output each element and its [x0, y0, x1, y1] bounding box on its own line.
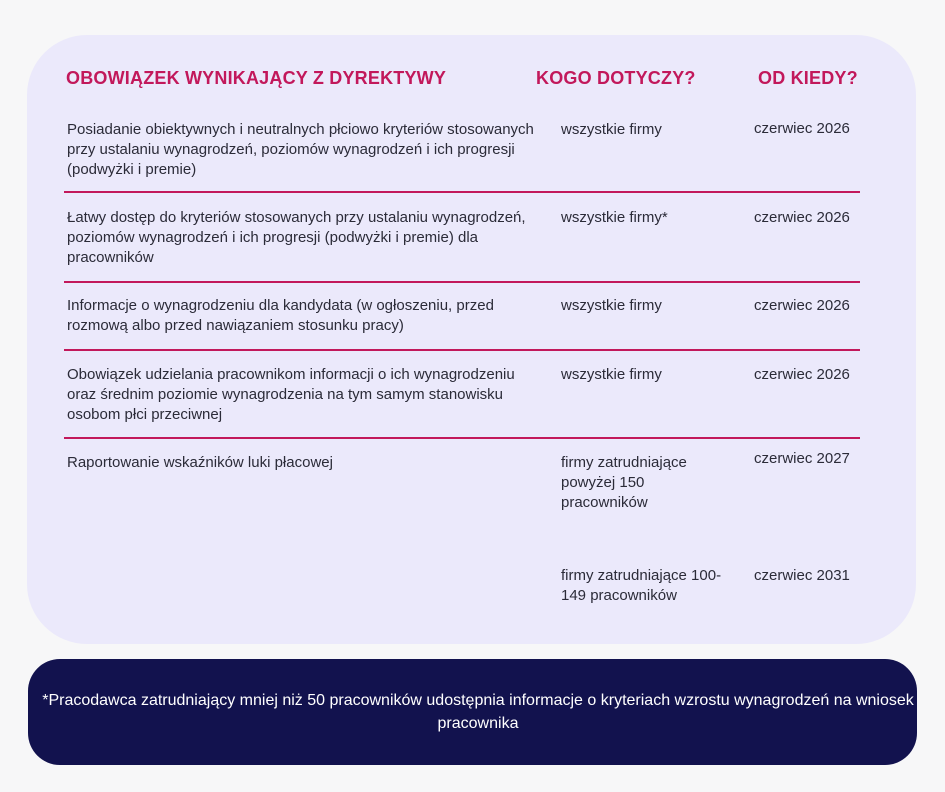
row-divider: [64, 349, 860, 351]
column-header-who: KOGO DOTYCZY?: [536, 68, 696, 88]
row-6-when: czerwiec 2031: [754, 567, 850, 584]
column-header-when: OD KIEDY?: [758, 68, 858, 88]
row-6-who: firmy zatrudniające 100-149 pracowników: [561, 567, 722, 604]
row-5-obligation: Raportowanie wskaźników luki płacowej: [67, 454, 333, 471]
row-1-who: wszystkie firmy: [561, 121, 662, 138]
row-1-when: czerwiec 2026: [754, 120, 850, 137]
row-5-when: czerwiec 2027: [754, 450, 850, 467]
row-3-when: czerwiec 2026: [754, 297, 850, 314]
row-divider: [64, 191, 860, 193]
row-2-when: czerwiec 2026: [754, 209, 850, 226]
row-2-who: wszystkie firmy*: [561, 209, 668, 226]
row-2-obligation: Łatwy dostęp do kryteriów stosowanych przy ustalaniu wynagrodzeń, poziomów wynagrodzeń i ich progresji (podwyżki i premie) dla pracowników: [67, 209, 526, 266]
row-3-who: wszystkie firmy: [561, 297, 662, 314]
footnote-text: *Pracodawca zatrudniający mniej niż 50 pracowników udostępnia informacje o kryteriach wzrostu wynagrodzeń na wniosek pracownika: [42, 692, 914, 732]
row-4-who: wszystkie firmy: [561, 366, 662, 383]
footnote-banner: [28, 659, 917, 765]
row-divider: [64, 437, 860, 439]
row-5-who: firmy zatrudniające powyżej 150 pracowników: [561, 454, 687, 511]
row-4-obligation: Obowiązek udzielania pracownikom informacji o ich wynagrodzeniu oraz średnim poziomie wynagrodzenia na tym samym stanowisku osobom płci przeciwnej: [67, 366, 515, 423]
row-4-when: czerwiec 2026: [754, 366, 850, 383]
column-header-obligation: OBOWIĄZEK WYNIKAJĄCY Z DYREKTYWY: [66, 68, 447, 88]
row-3-obligation: Informacje o wynagrodzeniu dla kandydata (w ogłoszeniu, przed rozmową albo przed nawiązaniem stosunku pracy): [67, 297, 494, 334]
row-divider: [64, 281, 860, 283]
row-1-obligation: Posiadanie obiektywnych i neutralnych płciowo kryteriów stosowanych przy ustalaniu wynagrodzeń, poziomów wynagrodzeń i ich progresji (podwyżki i premie): [67, 121, 534, 178]
